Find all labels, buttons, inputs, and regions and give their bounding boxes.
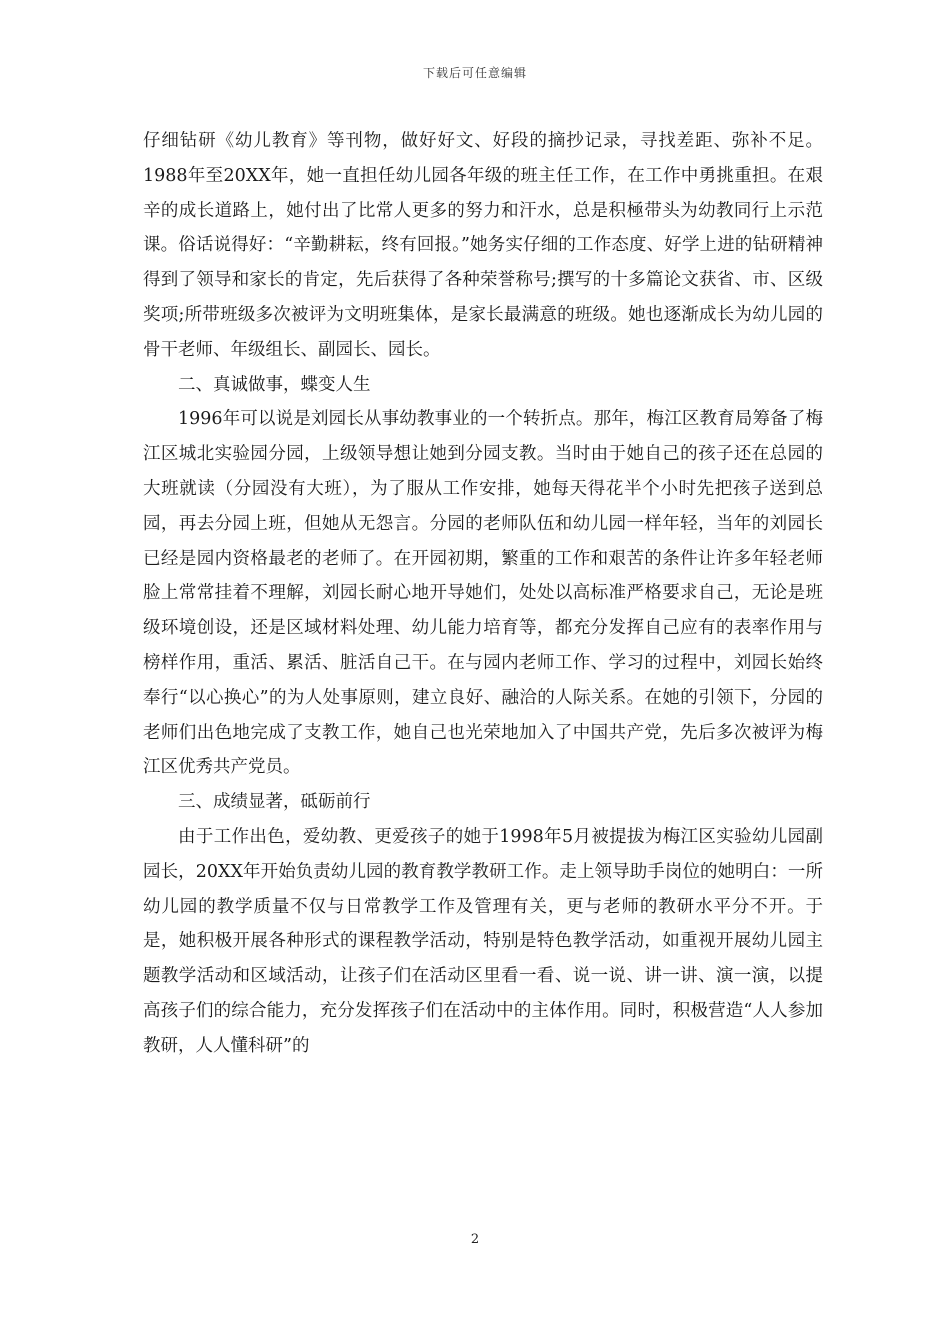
document-body <box>143 124 823 1064</box>
page-header: 下载后可任意编辑 <box>422 66 527 80</box>
paragraph-continuation: 仔细钻研《幼儿教育》等刊物，做好好文、好段的摘抄记录，寻找差距、弥补不足。1988年至20XX年，她一直担任幼儿园各年级的班主任工作，在工作中勇挑重担。在艰辛的成长道路上，她付出了比常人更多的努力和汗水，总是积極带头为幼教同行上示范课。俗话说得好：“辛勤耕耘，终有回报。”她务实仔细的工作态度、好学上进的钻研精神得到了领导和家长的肯定，先后获得了各种荣誉称号;撰写的十多篇论文获省、市、区级奖项;所带班级多次被评为文明班集体，是家长最满意的班级。她也逐渐成长为幼儿园的骨干老师、年级组长、副园长、园长。 <box>143 131 823 360</box>
paragraph-1998: 由于工作出色，爱幼教、更爱孩子的她于1998年5月被提拔为梅江区实验幼儿园副园长，20XX年开始负责幼儿园的教育教学教研工作。走上领导助手岗位的她明白：一所幼儿园的教学质量不仅与日常教学工作及管理有关，更与老师的教研水平分不开。于是，她积极开展各种形式的课程教学活动，特别是特色教学活动，如重视开展幼儿园主题教学活动和区域活动，让孩子们在活动区里看一看、说一说、讲一讲、演一演，以提高孩子们的综合能力，充分发挥孩子们在活动中的主体作用。同时，积极营造“人人参加教研，人人懂科研”的 <box>143 826 823 1056</box>
section-heading-3: 三、成绩显著，砥砺前行 <box>178 792 371 813</box>
paragraph-1996: 1996年可以说是刘园长从事幼教事业的一个转折点。那年，梅江区教育局筹备了梅江区城北实验园分园，上级领导想让她到分园支教。当时由于她自己的孩子还在总园的大班就读（分园没有大班），为了服从工作安排，她每天得花半个小时先把孩子送到总园，再去分园上班，但她从无怨言。分园的老师队伍和幼儿园一样年轻，当年的刘园长已经是园内资格最老的老师了。在开园初期，繁重的工作和艰苦的条件让许多年轻老师脸上常常挂着不理解，刘园长耐心地开导她们，处处以高标准严格要求自己，无论是班级环境创设，还是区域材料处理、幼儿能力培育等，都充分发挥自己应有的表率作用与榜样作用，重活、累活、脏活自己干。在与园内老师工作、学习的过程中，刘园长始终奉行“以心换心”的为人处事原则，建立良好、融洽的人际关系。在她的引领下，分园的老师们出色地完成了支教工作，她自己也光荣地加入了中国共产党，先后多次被评为梅江区优秀共产党员。 <box>143 409 823 778</box>
page-number: 2 <box>470 1232 480 1247</box>
section-heading-2: 二、真诚做事，蝶变人生 <box>178 374 371 395</box>
